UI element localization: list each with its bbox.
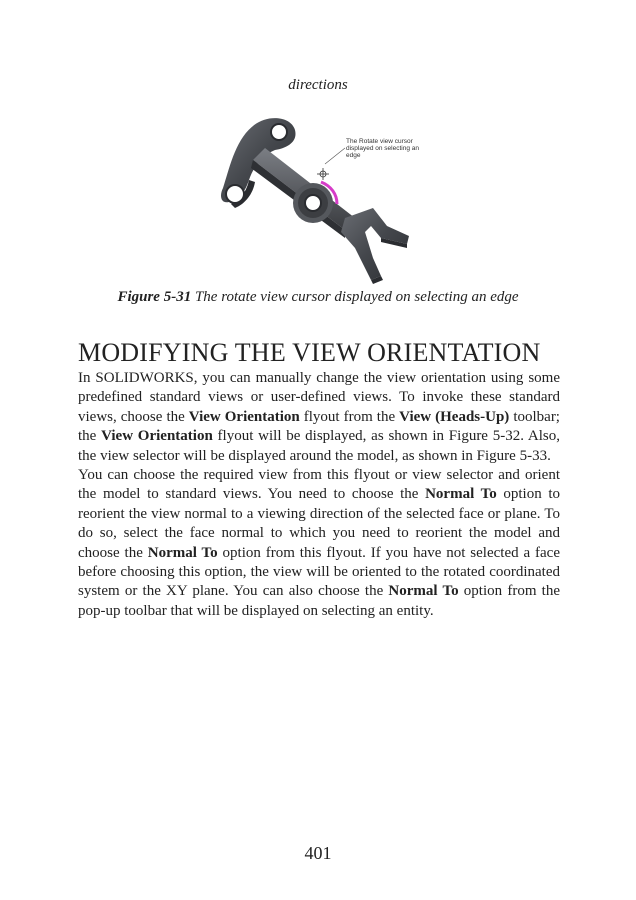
section-heading: MODIFYING THE VIEW ORIENTATION bbox=[78, 338, 541, 367]
figure-rotate-view bbox=[195, 108, 445, 288]
part-model-illustration bbox=[195, 108, 445, 288]
text-run: You can choose the required view from this flyout or view selector and orient the model to standard views. You need to choose the bbox=[78, 467, 560, 503]
figure-caption bbox=[0, 289, 636, 306]
bold-term: Normal To bbox=[425, 486, 497, 503]
text-run: option from this flyout. If you have not selected a face before choosing this option, the view will be oriented to the rotated coordinated system or the XY plane. You can also choose the bbox=[78, 544, 561, 600]
body-text bbox=[78, 369, 560, 621]
bold-term: View (Heads-Up) bbox=[399, 408, 510, 425]
text-run: toolbar; the bbox=[78, 408, 560, 445]
paragraph-2 bbox=[78, 466, 560, 621]
bold-term: View Orientation bbox=[101, 428, 213, 445]
page-number: 401 bbox=[304, 843, 332, 863]
text-run: In SOLIDWORKS, you can manually change the view orientation using some predefined standard views or user-defined views. To invoke these standard views, choose the bbox=[78, 370, 560, 425]
figure-callout: The Rotate view cursor displayed on selecting an edge bbox=[346, 138, 419, 159]
paragraph-1 bbox=[78, 369, 560, 466]
caption-text: The rotate view cursor displayed on selecting an edge bbox=[194, 289, 519, 305]
bold-term: Normal To bbox=[147, 544, 218, 561]
caption-label: Figure 5-31 bbox=[117, 289, 192, 305]
text-run: option to reorient the view normal to a viewing direction of the selected face or plane. To do so, select the face normal to which you need to reorient the model and choose the bbox=[78, 486, 560, 561]
bold-term: Normal To bbox=[388, 583, 459, 600]
text-run: option from the pop-up toolbar that will be displayed on selecting an entity. bbox=[78, 583, 560, 619]
bold-term: View Orientation bbox=[188, 408, 300, 425]
text-run: flyout will be displayed, as shown in Figure 5-32. Also, the view selector will be displayed around the model, as shown in Figure 5-33. bbox=[78, 428, 561, 464]
text-run: flyout from the bbox=[299, 408, 400, 425]
rotate-cursor-icon bbox=[317, 168, 329, 180]
header-word: directions bbox=[288, 77, 348, 93]
